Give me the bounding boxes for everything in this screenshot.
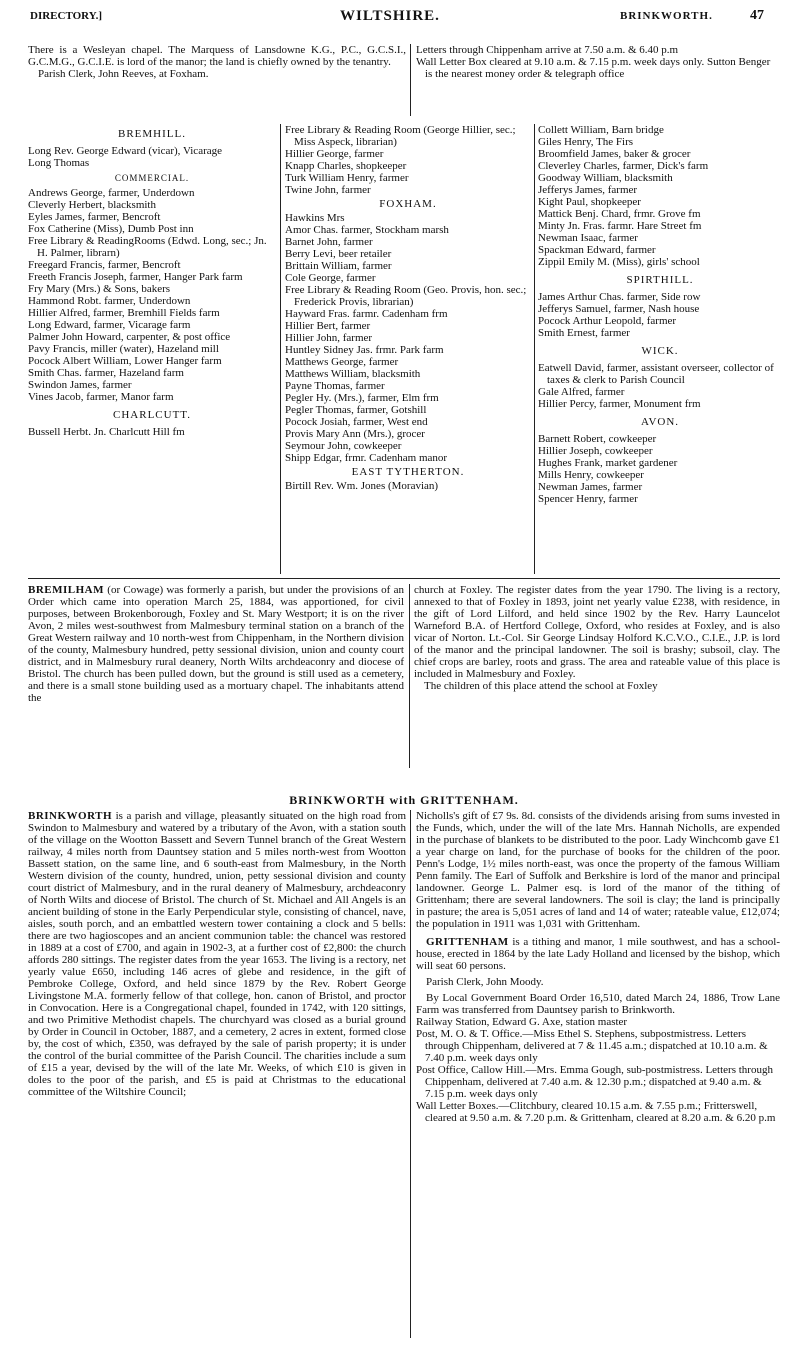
section-title-bremhill: BREMHILL. (118, 128, 186, 140)
directory-entry: Amor Chas. farmer, Stockham marsh (285, 224, 449, 236)
directory-entry: Hillier Percy, farmer, Monument frm (538, 398, 701, 410)
bremilham-lead: BREMILHAM (28, 584, 104, 596)
running-head-place: BRINKWORTH. (620, 10, 713, 22)
directory-entry: Newman Isaac, farmer (538, 232, 638, 244)
directory-entry: Freegard Francis, farmer, Bencroft (28, 259, 181, 271)
directory-entry: Matthews William, blacksmith (285, 368, 421, 380)
directory-entry: Spencer Henry, farmer (538, 493, 638, 505)
directory-entry: Cleverly Herbert, blacksmith (28, 199, 156, 211)
parish-clerk-foxham: Parish Clerk, John Reeves, at Foxham. (38, 68, 209, 80)
directory-entry: Free Library & Reading Room (George Hillier, sec.; Miss Aspeck, librarian) (285, 124, 516, 148)
directory-entry: Hillier Bert, farmer (285, 320, 371, 332)
directory-entry: Collett William, Barn bridge (538, 124, 664, 136)
directory-entry: Berry Levi, beer retailer (285, 248, 392, 260)
directory-entry: Barnet John, farmer (285, 236, 373, 248)
wesleyan-paragraph: There is a Wesleyan chapel. The Marquess of Lansdowne K.G., P.C., G.C.S.I., G.C.M.G., G.C.I.E. is lord of the manor; the land is chiefly owned by the tenantry. (28, 44, 406, 68)
directory-entry: Matthews George, farmer (285, 356, 399, 368)
directory-entry: Hillier George, farmer (285, 148, 384, 160)
library-list (285, 124, 531, 196)
directory-entry: Pocock Albert William, Lower Hanger farm (28, 355, 222, 367)
directory-entry: Hammond Robt. farmer, Underdown (28, 295, 191, 307)
directory-entry: Spackman Edward, farmer (538, 244, 656, 256)
directory-entry: James Arthur Chas. farmer, Side row (538, 291, 701, 303)
directory-entry: Goodway William, blacksmith (538, 172, 673, 184)
directory-entry: Free Library & ReadingRooms (Edwd. Long, sec.; Jn. H. Palmer, librarn) (28, 235, 267, 259)
directory-entry: Eyles James, farmer, Bencroft (28, 211, 161, 223)
directory-entry: Pegler Hy. (Mrs.), farmer, Elm frm (285, 392, 439, 404)
directory-entry: Swindon James, farmer (28, 379, 132, 391)
post-office: Post, M. O. & T. Office.—Miss Ethel S. Stephens, subpostmistress. Letters through Chippenham, delivered at 7 & 11.45 a.m.; dispatched at 10.10 a.m. & 7.40 p.m. week days only (416, 1028, 768, 1064)
directory-entry: Broomfield James, baker & grocer (538, 148, 691, 160)
nicholls-gift: Nicholls's gift of £7 9s. 8d. consists of the dividends arising from sums invested in the Funds, which, under the will of the late Mrs. Hannah Nicholls, are expended in the purchase of blankets to be distributed to the poor. Lady Winchcomb gave £1 a year charge on land, for the purchase of books for the children of the poor. Penn's Lodge, 1½ miles north-east, was once the property of the famous William Penn family. The Earl of Suffolk and Berkshire is lord of the manor and principal landowner. George L. Palmer esq. is lord of the manor of the tithing of Grittenham; there are several landowners. The soil is clay; the land is principally in pasture; the area is 5,051 acres of land and 14 of water; rateable value, £12,074; the population in 1911 was 1,031 with Grittenham. (416, 810, 780, 930)
directory-entry: Jefferys James, farmer (538, 184, 638, 196)
directory-entry: Hillier John, farmer (285, 332, 373, 344)
column-rule (410, 44, 411, 116)
bremilham-text: (or Cowage) was formerly a parish, but under the provisions of an Order which came into operation March 25, 1884, was apportioned, for civil purposes, between Brokenborough, Foxley and St. Mary Westport; it is on the river Avon, 2 miles west-southwest from Malmesbury terminal station on a branch of the Great Western railway and 10 north-west from Chippenham, in the Northern division of the county, Malmesbury hundred, petty sessional division, union and county court district, and in Malmesbury rural deanery, North Wilts archdeaconry and diocese of Bristol. The church has been pulled down, but the ground is still used as a cemetery, and there is a small stone building used as a mortuary chapel. The inhabitants attend the (28, 584, 405, 704)
brinkworth-text: is a parish and village, pleasantly situated on the high road from Swindon to Malmesbury and watered by a tributary of the Avon, with a station south of the village on the Wootton Bassett and Severn Tunnel branch of the Great Western railway, 4 miles north from Dauntsey station and 5 miles north-west from Wootton Bassett station, on the same line, and 6 south-east from Malmesbury, in the North Western division of the county, hundred, union, petty sessional division and county court district of Malmesbury, and in the rural deanery of Malmesbury, archdeaconry of North Wilts and diocese of Bristol. The church of St. Michael and All Angels is an ancient building of stone in the Early Perpendicular style, consisting of chancel, nave, aisles, south porch, and an embattled western tower containing a clock and 5 bells: there are two hagioscopes and an ancient communion table: the chancel was restored in 1889 at a cost of £700, and again in 1902-3, at a further cost of £2,800: the church affords 280 sittings. The register dates from the year 1653. The living is a rectory, net yearly value £650, including 146 acres of glebe and residence, in the gift of Pembroke College, Oxford, and held since 1879 by the Rev. Robert George Livingstone M.A. formerly fellow of that college, hon. canon of Bristol, and proctor in Convocation. Here is a Congregational chapel, founded in 1742, with 120 sittings, and two Primitive Methodist chapels. The churchyard was closed as a burial ground by Order in Council in October, 1887, and a cemetery, 2 acres in extent, formed close by, the cost of which, £350, was defrayed by the sale of parish property; it is under the control of the burial committee of the Parish Council. The charities include a sum of £15 a year, devised by the will of the late Mr. Weeks, of which £10 is given in doles to the poor of the parish, and £5 is paid at Christmas to the educational committee of the Wiltshire Council; (28, 810, 406, 1098)
directory-entry: Hillier Joseph, cowkeeper (538, 445, 653, 457)
directory-entry: Pocock Arthur Leopold, farmer (538, 315, 677, 327)
section-title-charlcutt: CHARLCUTT. (113, 409, 191, 421)
directory-entry: Bussell Herbt. Jn. Charlcutt Hill fm (28, 426, 185, 438)
section-title-foxham: FOXHAM. (379, 198, 437, 210)
section-title-wick: WICK. (641, 345, 679, 357)
directory-entry: Mattick Benj. Chard, frmr. Grove fm (538, 208, 701, 220)
section-title-avon: AVON. (640, 416, 680, 428)
directory-entry: Minty Jn. Fras. farmr. Hare Street fm (538, 220, 702, 232)
directory-entry: Newman James, farmer (538, 481, 643, 493)
east-tytherton-list (285, 480, 531, 492)
callow-hill-office: Post Office, Callow Hill.—Mrs. Emma Gough, sub-postmistress. Letters through Chippenham, delivered at 7.40 a.m. & 12.30 p.m.; dispatched at 9.40 a.m. & 7.15 p.m. week days only (416, 1064, 773, 1100)
brinkworth-title: BRINKWORTH with GRITTENHAM. (289, 793, 519, 807)
directory-entry: Brittain William, farmer (285, 260, 392, 272)
directory-entry: Twine John, farmer (285, 184, 371, 196)
directory-entry: Long Thomas (28, 157, 90, 169)
directory-entry: Andrews George, farmer, Underdown (28, 187, 195, 199)
directory-entry: Hawkins Mrs (285, 212, 345, 224)
column-spirthill (538, 124, 782, 505)
directory-entry: Free Library & Reading Room (Geo. Provis, hon. sec.; Frederick Provis, librarian) (285, 284, 527, 308)
directory-entry: Fox Catherine (Miss), Dumb Post inn (28, 223, 194, 235)
directory-entry: Provis Mary Ann (Mrs.), grocer (285, 428, 425, 440)
directory-entry: Pocock Josiah, farmer, West end (285, 416, 428, 428)
spirthill-list (538, 291, 782, 339)
railway-station: Railway Station, Edward G. Axe, station master (416, 1016, 628, 1028)
foxham-list (285, 212, 531, 464)
directory-entry: Cole George, farmer (285, 272, 376, 284)
bremilham-school: The children of this place attend the school at Foxley (424, 680, 658, 692)
brinkworth-lead: BRINKWORTH (28, 810, 113, 822)
directory-entry: Turk William Henry, farmer (285, 172, 409, 184)
running-head-county: WILTSHIRE. (340, 8, 440, 24)
page-number: 47 (750, 8, 764, 23)
section-rule (28, 578, 780, 579)
directory-entry: Shipp Edgar, frmr. Cadenham manor (285, 452, 448, 464)
directory-entry: Birtill Rev. Wm. Jones (Moravian) (285, 480, 439, 492)
section-title-spirthill: SPIRTHILL. (626, 274, 694, 286)
top-right-block (416, 44, 778, 80)
commercial-subtitle: COMMERCIAL. (114, 173, 190, 183)
charlcutt-list (28, 426, 276, 438)
directory-entry: Zippil Emily M. (Miss), girls' school (538, 256, 700, 268)
column-rule (409, 584, 410, 768)
directory-entry: Smith Ernest, farmer (538, 327, 630, 339)
bremilham-text-cont: church at Foxley. The register dates from the year 1790. The living is a rectory, annexed to that of Foxley in 1893, joint net yearly value £238, with residence, in the gift of Lord Lilford, and held since 1902 by the Rev. Harry Launcelot Warneford B.A. of Hertford College, Oxford, who resides at Foxley, and is also vicar of Norton. Lt.-Col. Sir George Lindsay Holford K.C.V.O., C.I.E., J.P. is lord of the manor and the principal landowner. The soil is brashy; subsoil, clay. The chief crops are barley, roots and grass. The area and rateable value of this place is included in Malmesbury and Foxley. (414, 584, 780, 680)
column-rule (280, 124, 281, 574)
directory-entry: Long Edward, farmer, Vicarage farm (28, 319, 191, 331)
directory-entry: Kight Paul, shopkeeper (538, 196, 641, 208)
brinkworth-right (416, 810, 780, 1124)
directory-entry: Hughes Frank, market gardener (538, 457, 678, 469)
column-rule (534, 124, 535, 574)
directory-entry: Eatwell David, farmer, assistant overseer, collector of taxes & clerk to Parish Council (538, 362, 774, 386)
directory-entry: Cleverley Charles, farmer, Dick's farm (538, 160, 709, 172)
lgb-order: By Local Government Board Order 16,510, dated March 24, 1886, Trow Lane Farm was transferred from Dauntsey parish to Brinkworth. (416, 992, 780, 1016)
column-rule (410, 810, 411, 1338)
directory-entry: Fry Mary (Mrs.) & Sons, bakers (28, 283, 171, 295)
running-head-left: DIRECTORY.] (30, 10, 103, 22)
directory-entry: Hayward Fras. farmr. Cadenham frm (285, 308, 448, 320)
directory-entry: Gale Alfred, farmer (538, 386, 625, 398)
directory-entry: Seymour John, cowkeeper (285, 440, 402, 452)
grittenham-lead: GRITTENHAM (426, 936, 509, 948)
grittenham-text: is a tithing and manor, 1 mile southwest, and has a school-house, erected in 1864 by the late Lady Holland and licensed by the bishop, which will seat 60 persons. (416, 936, 780, 972)
directory-entry: Payne Thomas, farmer (285, 380, 385, 392)
column-foxham (285, 124, 531, 492)
directory-entry: Vines Jacob, farmer, Manor farm (28, 391, 174, 403)
directory-entry: Jefferys Samuel, farmer, Nash house (538, 303, 700, 315)
directory-entry: Pavy Francis, miller (water), Hazeland mill (28, 343, 219, 355)
directory-entry: Freeth Francis Joseph, farmer, Hanger Park farm (28, 271, 243, 283)
bremilham-right (414, 584, 780, 692)
section-title-east-tytherton: EAST TYTHERTON. (351, 466, 465, 478)
parish-clerk-moody: Parish Clerk, John Moody. (426, 976, 544, 988)
bremhill-private-list (28, 145, 276, 169)
directory-entry: Barnett Robert, cowkeeper (538, 433, 657, 445)
continued-list (538, 124, 782, 268)
directory-entry: Smith Chas. farmer, Hazeland farm (28, 367, 184, 379)
column-bremhill (28, 122, 276, 438)
top-left-block (28, 44, 406, 80)
directory-entry: Giles Henry, The Firs (538, 136, 634, 148)
directory-entry: Knapp Charles, shopkeeper (285, 160, 407, 172)
bremilham-left (28, 584, 404, 704)
bremhill-commercial-list (28, 187, 276, 403)
directory-entry: Long Rev. George Edward (vicar), Vicarage (28, 145, 222, 157)
directory-entry: Palmer John Howard, carpenter, & post office (28, 331, 231, 343)
directory-entry: Hillier Alfred, farmer, Bremhill Fields farm (28, 307, 220, 319)
letters-entry: Letters through Chippenham arrive at 7.50 a.m. & 6.40 p.m (416, 44, 679, 56)
wick-list (538, 362, 782, 410)
directory-entry: Pegler Thomas, farmer, Gotshill (285, 404, 427, 416)
wall-letter-boxes: Wall Letter Boxes.—Clitchbury, cleared 10.15 a.m. & 7.55 p.m.; Fritterswell, cleared at 9.50 a.m. & 7.20 p.m. & Grittenham, cleared at 8.20 a.m. & 6.20 p.m (416, 1100, 776, 1124)
avon-list (538, 433, 782, 505)
wall-box-entry: Wall Letter Box cleared at 9.10 a.m. & 7.15 p.m. week days only. Sutton Benger is the nearest money order & telegraph office (416, 56, 771, 80)
directory-entry: Huntley Sidney Jas. frmr. Park farm (285, 344, 444, 356)
brinkworth-left (28, 810, 406, 1098)
directory-entry: Mills Henry, cowkeeper (538, 469, 644, 481)
